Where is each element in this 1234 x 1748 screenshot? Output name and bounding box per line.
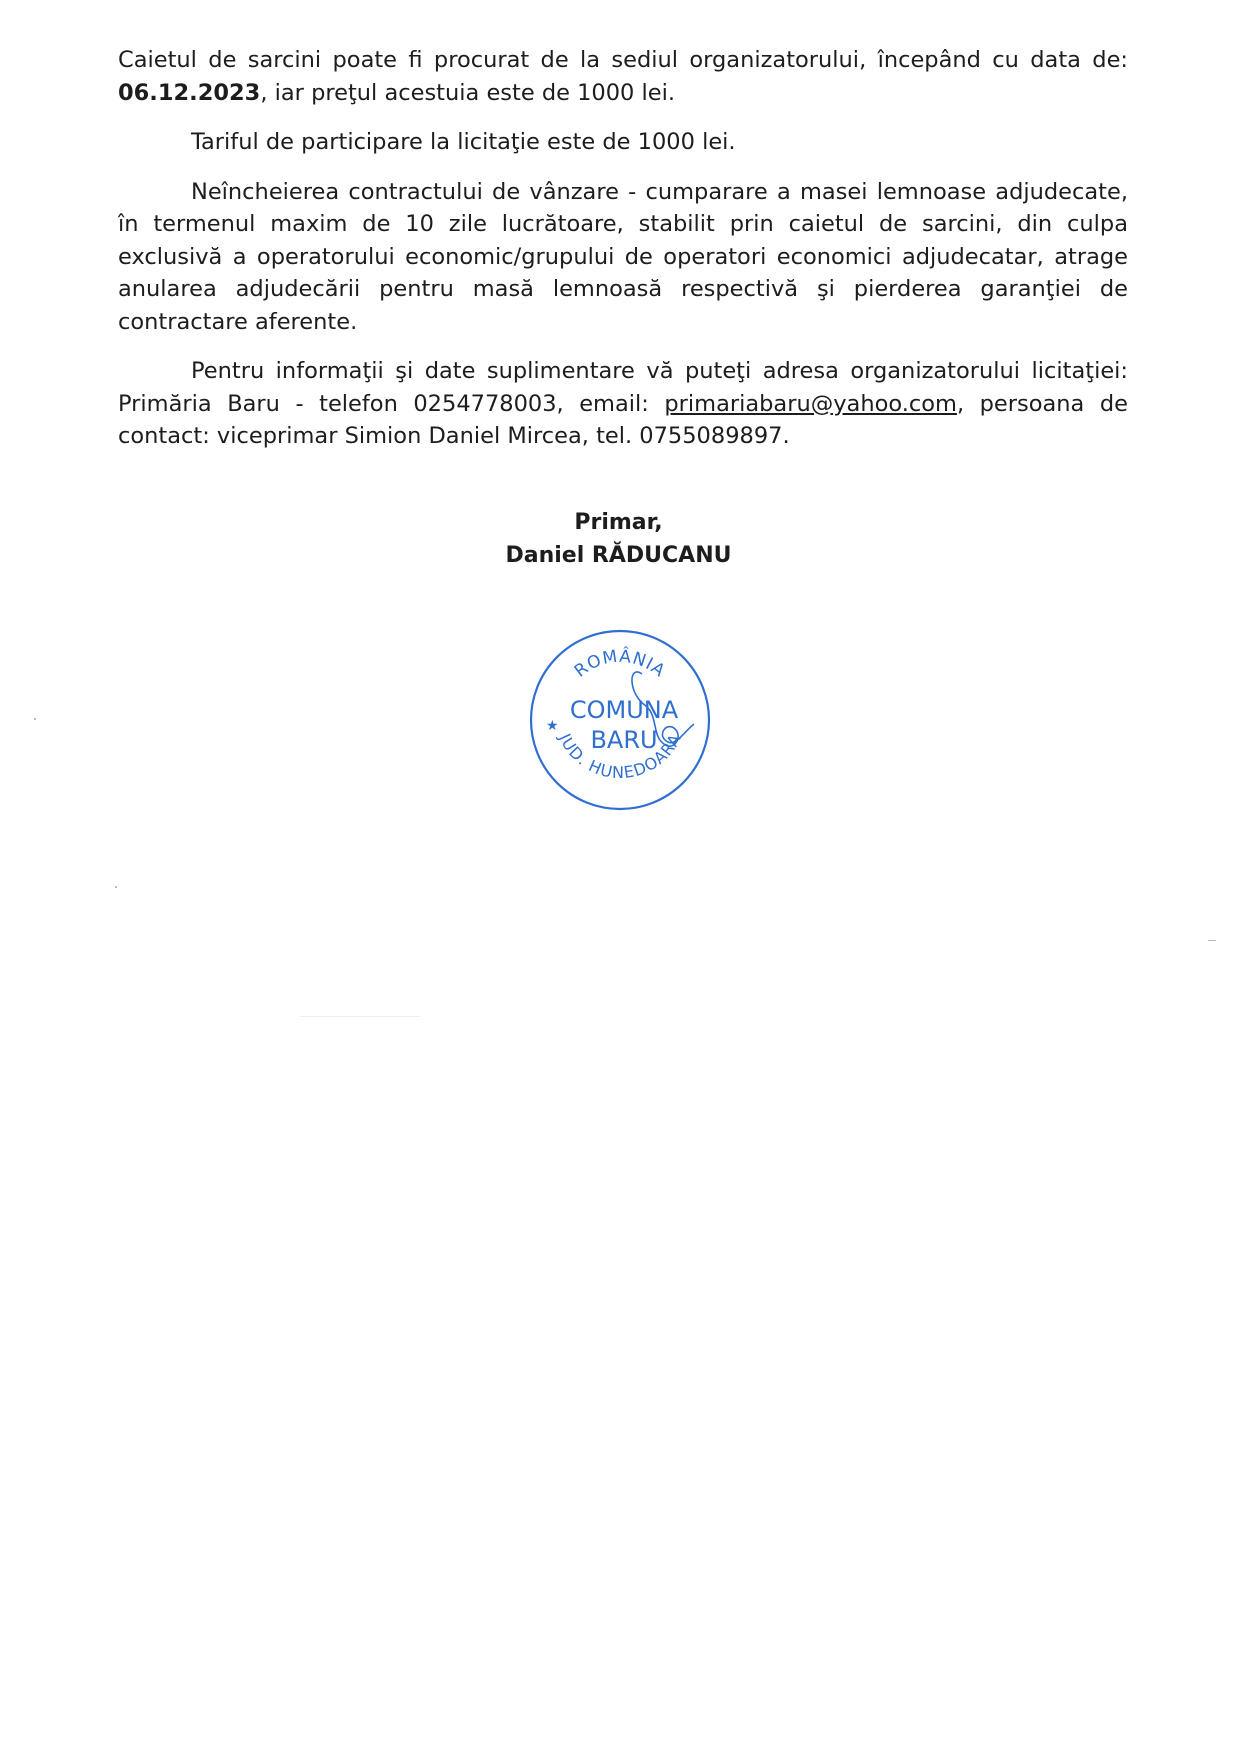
paragraph-participation-fee: Tariful de participare la licitaţie este de 1000 lei.	[191, 129, 736, 155]
scan-speck	[1208, 940, 1216, 941]
scan-speck	[115, 886, 117, 888]
start-date: 06.12.2023	[118, 79, 261, 106]
signature-block	[0, 506, 1234, 572]
stamp-line-commune: COMUNA	[569, 696, 679, 724]
stamp-bottom-text: JUD. HUNEDOARA	[555, 730, 685, 783]
paragraph-specifications	[118, 44, 1128, 109]
scan-speck	[34, 718, 36, 720]
stamp-star-icon: ★	[546, 718, 559, 734]
stamp-top-text: ROMÂNIA	[570, 646, 670, 682]
official-stamp	[524, 624, 716, 816]
signatory-name: Daniel RĂDUCANU	[505, 543, 732, 568]
paragraph-text: Caietul de sarcini poate fi procurat de la sediul organizatorului, începând cu data de:	[118, 47, 1128, 73]
paragraph-text: , persoana de contact: viceprimar Simion Daniel Mircea, tel. 0755089897.	[118, 390, 1128, 449]
stamp-line-baru: BARU	[590, 726, 658, 754]
paragraph-contact-info	[118, 355, 1128, 453]
scan-speck	[300, 1016, 420, 1017]
email-link[interactable]: primariabaru@yahoo.com	[664, 390, 957, 417]
paragraph-text: Pentru informaţii şi date suplimentare vă puteţi adresa organizatorului licitaţiei: Primăria Baru - telefon 0254778003, email:	[118, 358, 1128, 417]
document-body	[118, 44, 1128, 470]
paragraph-contract-terms: Neîncheierea contractului de vânzare - cumparare a masei lemnoase adjudecate, în termenul maxim de 10 zile lucrătoare, stabilit prin caietul de sarcini, din culpa exclusivă a operatorului economic/grupului de operatori economici adjudecatar, atrage anularea adjudecării pentru masă lemnoasă respectivă şi pierderea garanţiei de contractare aferente.	[118, 178, 1128, 335]
signatory-role: Primar,	[574, 510, 663, 535]
paragraph-text: , iar preţul acestuia este de 1000 lei.	[260, 79, 676, 106]
